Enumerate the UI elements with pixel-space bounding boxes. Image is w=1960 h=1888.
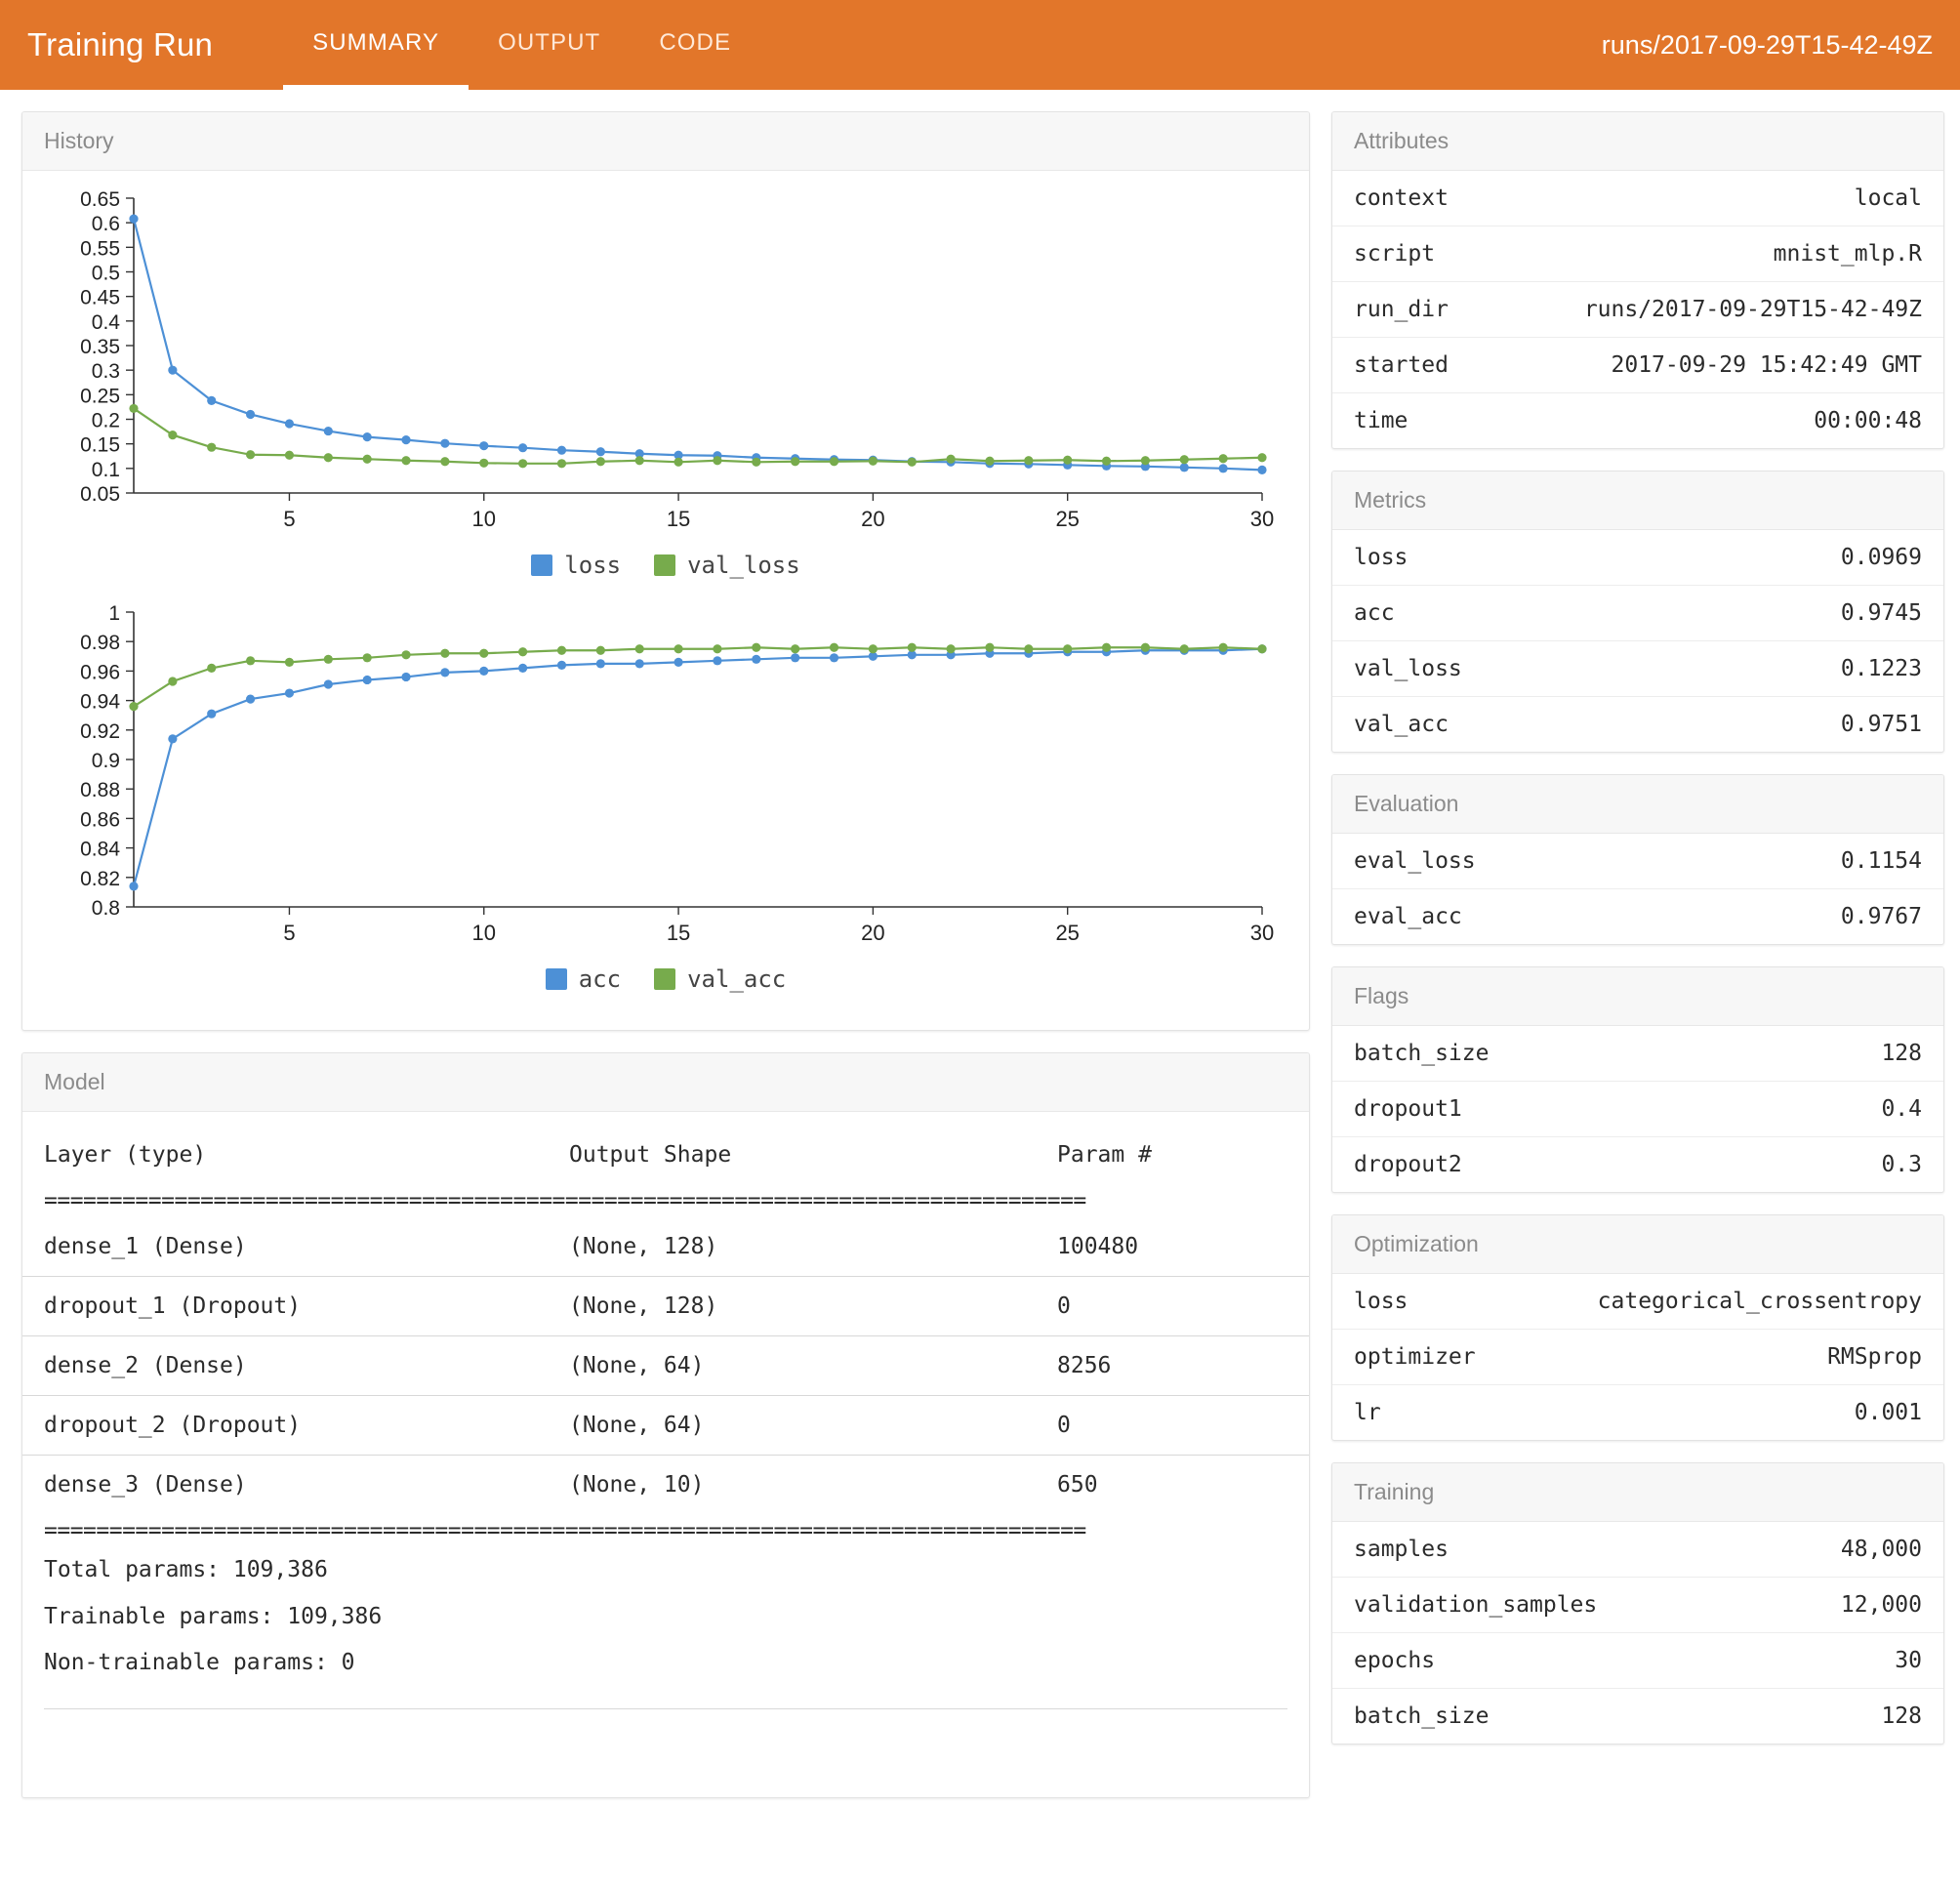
svg-text:0.82: 0.82 [80, 867, 120, 890]
optimization-table [1332, 1274, 1943, 1440]
table-row [1332, 1026, 1943, 1082]
table-row [22, 1217, 1309, 1277]
run-directory-label: runs/2017-09-29T15-42-49Z [1601, 29, 1933, 60]
legend-label-val-loss: val_loss [687, 552, 800, 579]
metric-key: val_acc [1354, 712, 1449, 737]
table-row [1332, 834, 1943, 889]
separator-top: ================================================================================ [44, 1188, 1086, 1213]
attribute-value: mnist_mlp.R [1773, 241, 1922, 267]
svg-text:0.86: 0.86 [80, 808, 120, 832]
table-row [1332, 697, 1943, 753]
accuracy-chart-svg [44, 598, 1284, 960]
metric-key: val_loss [1354, 656, 1462, 681]
svg-text:0.4: 0.4 [91, 310, 120, 334]
layer-name: dropout_1 (Dropout) [22, 1277, 569, 1336]
app-header [0, 0, 1960, 90]
table-row [1332, 641, 1943, 697]
optimization-card-title: Optimization [1332, 1215, 1943, 1274]
attributes-card [1331, 111, 1944, 449]
layer-params: 650 [1057, 1472, 1098, 1498]
layer-name: dense_1 (Dense) [22, 1217, 569, 1277]
table-row [22, 1336, 1309, 1396]
svg-text:30: 30 [1249, 921, 1275, 945]
attribute-key: time [1354, 408, 1409, 433]
table-row [1332, 889, 1943, 945]
optimization-key: lr [1354, 1400, 1381, 1425]
training-value: 12,000 [1840, 1592, 1922, 1618]
layer-name: dense_2 (Dense) [22, 1336, 569, 1396]
svg-text:0.9: 0.9 [91, 750, 120, 772]
svg-text:0.25: 0.25 [80, 385, 120, 408]
training-key: batch_size [1354, 1703, 1490, 1729]
svg-text:0.84: 0.84 [80, 838, 120, 861]
attributes-card-title: Attributes [1332, 112, 1943, 171]
right-column [1331, 111, 1944, 1766]
svg-text:10: 10 [471, 921, 497, 945]
training-value: 48,000 [1840, 1537, 1922, 1562]
svg-text:0.05: 0.05 [80, 483, 120, 506]
flag-key: batch_size [1354, 1041, 1490, 1066]
tab-output[interactable]: OUTPUT [498, 28, 601, 56]
legend-item-acc [546, 965, 621, 993]
svg-text:0.8: 0.8 [91, 897, 120, 920]
metric-value: 0.0969 [1840, 545, 1922, 570]
svg-text:30: 30 [1249, 507, 1275, 531]
optimization-card [1331, 1214, 1944, 1441]
svg-text:5: 5 [283, 507, 296, 531]
flag-key: dropout1 [1354, 1096, 1462, 1122]
legend-swatch-icon [531, 554, 552, 576]
attribute-value: runs/2017-09-29T15-42-49Z [1583, 297, 1922, 322]
legend-label-loss: loss [564, 552, 622, 579]
svg-text:0.88: 0.88 [80, 779, 120, 802]
model-layers-table [22, 1217, 1309, 1514]
svg-text:20: 20 [861, 921, 885, 945]
model-card [21, 1052, 1310, 1798]
flags-table [1332, 1026, 1943, 1192]
attributes-table [1332, 171, 1943, 448]
training-card [1331, 1462, 1944, 1744]
trainable-params: Trainable params: 109,386 [44, 1603, 383, 1629]
evaluation-value: 0.9767 [1840, 904, 1922, 929]
svg-text:0.94: 0.94 [80, 690, 120, 714]
metric-key: acc [1354, 600, 1395, 626]
legend-swatch-icon [546, 968, 567, 990]
tab-summary[interactable]: SUMMARY [283, 0, 469, 90]
evaluation-card-title: Evaluation [1332, 775, 1943, 834]
table-row [1332, 530, 1943, 586]
model-card-body [22, 1112, 1309, 1797]
optimization-key: optimizer [1354, 1344, 1476, 1370]
svg-text:0.1: 0.1 [91, 458, 120, 481]
metric-value: 0.9751 [1840, 712, 1922, 737]
svg-text:5: 5 [283, 921, 296, 945]
flag-value: 128 [1881, 1041, 1922, 1066]
svg-text:0.45: 0.45 [80, 286, 120, 309]
table-row [1332, 1522, 1943, 1578]
model-summary-table [22, 1126, 1309, 1184]
table-row [1332, 282, 1943, 338]
column-header-output-shape: Output Shape [569, 1142, 732, 1168]
table-row [1332, 1578, 1943, 1633]
layer-params: 0 [1057, 1277, 1309, 1336]
svg-text:25: 25 [1055, 507, 1080, 531]
loss-chart-svg [44, 185, 1284, 546]
tab-code[interactable]: CODE [659, 28, 732, 56]
table-row [1332, 1689, 1943, 1744]
optimization-key: loss [1354, 1289, 1409, 1314]
svg-text:0.5: 0.5 [91, 262, 120, 285]
attribute-key: started [1354, 352, 1449, 378]
training-value: 128 [1881, 1703, 1922, 1729]
metrics-card [1331, 471, 1944, 753]
svg-text:0.15: 0.15 [80, 433, 120, 457]
svg-text:15: 15 [666, 921, 691, 945]
column-header-params: Param # [1057, 1142, 1152, 1168]
svg-text:0.65: 0.65 [80, 188, 120, 211]
svg-text:0.2: 0.2 [91, 409, 120, 432]
flags-card-title: Flags [1332, 967, 1943, 1026]
attribute-value: 2017-09-29 15:42:49 GMT [1611, 352, 1922, 378]
legend-item-val-loss [654, 552, 800, 579]
layer-params: 8256 [1057, 1336, 1309, 1396]
svg-text:0.35: 0.35 [80, 336, 120, 358]
training-value: 30 [1895, 1648, 1922, 1673]
accuracy-chart [44, 598, 1287, 960]
flag-value: 0.3 [1881, 1152, 1922, 1177]
layer-name: dense_3 (Dense) [44, 1472, 247, 1498]
column-header-layer: Layer (type) [44, 1142, 207, 1168]
table-row [22, 1277, 1309, 1336]
table-row [1332, 1137, 1943, 1193]
left-column [21, 111, 1310, 1820]
layer-output-shape: (None, 10) [569, 1472, 705, 1498]
layer-name: dropout_2 (Dropout) [22, 1396, 569, 1456]
svg-text:25: 25 [1055, 921, 1080, 945]
non-trainable-params: Non-trainable params: 0 [44, 1650, 355, 1676]
evaluation-key: eval_loss [1354, 848, 1476, 874]
accuracy-chart-legend [44, 965, 1287, 993]
svg-text:15: 15 [666, 507, 691, 531]
page-body [0, 90, 1960, 1849]
loss-chart [44, 185, 1287, 546]
attribute-value: 00:00:48 [1814, 408, 1922, 433]
evaluation-value: 0.1154 [1840, 848, 1922, 874]
layer-params: 100480 [1057, 1217, 1309, 1277]
attribute-key: context [1354, 185, 1449, 211]
table-row [1332, 1330, 1943, 1385]
layer-output-shape: (None, 128) [569, 1277, 1057, 1336]
metric-value: 0.9745 [1840, 600, 1922, 626]
table-row [1332, 1274, 1943, 1330]
loss-chart-legend [44, 552, 1287, 579]
optimization-value: 0.001 [1854, 1400, 1922, 1425]
training-table [1332, 1522, 1943, 1744]
attribute-key: run_dir [1354, 297, 1449, 322]
flag-value: 0.4 [1881, 1096, 1922, 1122]
training-key: validation_samples [1354, 1592, 1598, 1618]
legend-label-val-acc: val_acc [687, 965, 787, 993]
evaluation-table [1332, 834, 1943, 944]
evaluation-key: eval_acc [1354, 904, 1462, 929]
table-row [22, 1456, 1309, 1515]
model-footer-space [22, 1709, 1309, 1797]
svg-text:10: 10 [471, 507, 497, 531]
optimization-value: categorical_crossentropy [1597, 1289, 1922, 1314]
optimization-value: RMSprop [1827, 1344, 1922, 1370]
legend-swatch-icon [654, 554, 675, 576]
metric-value: 0.1223 [1840, 656, 1922, 681]
layer-output-shape: (None, 64) [569, 1396, 1057, 1456]
table-row [1332, 338, 1943, 393]
training-key: epochs [1354, 1648, 1436, 1673]
total-params: Total params: 109,386 [44, 1557, 328, 1582]
page-title: Training Run [27, 26, 214, 62]
layer-params: 0 [1057, 1396, 1309, 1456]
table-row [1332, 1385, 1943, 1441]
svg-text:0.98: 0.98 [80, 632, 120, 655]
svg-text:1: 1 [108, 602, 120, 625]
history-card-title: History [22, 112, 1309, 171]
training-key: samples [1354, 1537, 1449, 1562]
table-row [1332, 1082, 1943, 1137]
svg-text:20: 20 [861, 507, 885, 531]
legend-label-acc: acc [578, 965, 622, 993]
flags-card [1331, 966, 1944, 1193]
metric-key: loss [1354, 545, 1409, 570]
table-row [22, 1396, 1309, 1456]
attribute-value: local [1854, 185, 1922, 211]
legend-swatch-icon [654, 968, 675, 990]
table-row [1332, 226, 1943, 282]
training-card-title: Training [1332, 1463, 1943, 1522]
history-card [21, 111, 1310, 1031]
attribute-key: script [1354, 241, 1436, 267]
layer-output-shape: (None, 128) [569, 1217, 1057, 1277]
table-header-row [22, 1126, 1309, 1184]
metrics-table [1332, 530, 1943, 752]
svg-text:0.3: 0.3 [91, 360, 120, 384]
tab-bar [283, 0, 760, 90]
legend-item-val-acc [654, 965, 786, 993]
layer-output-shape: (None, 64) [569, 1336, 1057, 1396]
table-row [1332, 1633, 1943, 1689]
flag-key: dropout2 [1354, 1152, 1462, 1177]
svg-text:0.96: 0.96 [80, 661, 120, 684]
svg-text:0.92: 0.92 [80, 719, 120, 743]
svg-text:0.55: 0.55 [80, 237, 120, 261]
evaluation-card [1331, 774, 1944, 945]
svg-text:0.6: 0.6 [91, 213, 120, 236]
table-row [1332, 393, 1943, 449]
metrics-card-title: Metrics [1332, 472, 1943, 530]
model-card-title: Model [22, 1053, 1309, 1112]
table-row [1332, 586, 1943, 641]
separator-bottom: ================================================================================ [44, 1518, 1086, 1543]
table-row [1332, 171, 1943, 226]
history-card-body [22, 171, 1309, 1030]
legend-item-loss [531, 552, 621, 579]
